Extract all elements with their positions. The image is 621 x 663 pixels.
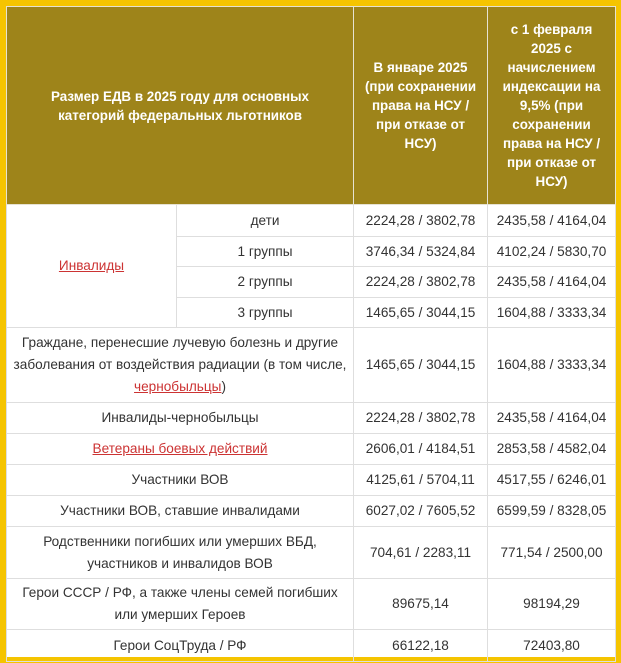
jan-value: 2606,01 / 4184,51 bbox=[354, 434, 488, 465]
table-row bbox=[7, 527, 616, 579]
feb-value: 98194,29 bbox=[488, 579, 616, 630]
table-row bbox=[7, 328, 616, 403]
feb-value: 6599,59 / 8328,05 bbox=[488, 496, 616, 527]
invalids-cell bbox=[7, 205, 177, 328]
chernobyl-link[interactable]: чернобыльцы bbox=[134, 379, 222, 394]
feb-value: 1604,88 / 3333,34 bbox=[488, 298, 616, 328]
jan-value: 4125,61 / 5704,11 bbox=[354, 465, 488, 496]
jan-value: 2224,28 / 3802,78 bbox=[354, 403, 488, 434]
subcategory-cell: 1 группы bbox=[177, 237, 354, 267]
category-cell: Участники ВОВ bbox=[7, 465, 354, 496]
table-row bbox=[7, 434, 616, 465]
subcategory-cell: 3 группы bbox=[177, 298, 354, 328]
jan-value: 2224,28 / 3802,78 bbox=[354, 267, 488, 298]
combat-veterans-link[interactable]: Ветераны боевых действий bbox=[92, 441, 268, 456]
table-row bbox=[7, 496, 616, 527]
table-row bbox=[7, 579, 616, 630]
subcategory-cell: дети bbox=[177, 205, 354, 237]
feb-value: 1604,88 / 3333,34 bbox=[488, 328, 616, 403]
feb-value: 771,54 / 2500,00 bbox=[488, 527, 616, 579]
header-row bbox=[7, 7, 616, 205]
radiation-text: Граждане, перенесшие лучевую болезнь и другие заболевания от воздействия радиации (в том числе, bbox=[13, 335, 347, 372]
feb-value: 2435,58 / 4164,04 bbox=[488, 267, 616, 298]
category-cell: Родственники погибших или умерших ВБД, участников и инвалидов ВОВ bbox=[7, 527, 354, 579]
category-cell: Герои СоцТруда / РФ bbox=[7, 630, 354, 662]
header-january: В январе 2025 (при сохранении права на НСУ / при отказе от НСУ) bbox=[354, 7, 488, 205]
jan-value: 2224,28 / 3802,78 bbox=[354, 205, 488, 237]
feb-value: 2435,58 / 4164,04 bbox=[488, 205, 616, 237]
category-cell: Герои СССР / РФ, а также члены семей погибших или умерших Героев bbox=[7, 579, 354, 630]
subcategory-cell: 2 группы bbox=[177, 267, 354, 298]
category-cell bbox=[7, 434, 354, 465]
table-row bbox=[7, 630, 616, 662]
category-cell bbox=[7, 328, 354, 403]
edv-table bbox=[6, 6, 616, 662]
jan-value: 6027,02 / 7605,52 bbox=[354, 496, 488, 527]
jan-value: 1465,65 / 3044,15 bbox=[354, 328, 488, 403]
feb-value: 4102,24 / 5830,70 bbox=[488, 237, 616, 267]
jan-value: 66122,18 bbox=[354, 630, 488, 662]
table-row bbox=[7, 403, 616, 434]
table-row bbox=[7, 465, 616, 496]
feb-value: 2853,58 / 4582,04 bbox=[488, 434, 616, 465]
header-february: с 1 февраля 2025 с начислением индексации на 9,5% (при сохранении права на НСУ / при отказе от НСУ) bbox=[488, 7, 616, 205]
radiation-text-end: ) bbox=[221, 379, 226, 394]
feb-value: 72403,80 bbox=[488, 630, 616, 662]
feb-value: 4517,55 / 6246,01 bbox=[488, 465, 616, 496]
jan-value: 704,61 / 2283,11 bbox=[354, 527, 488, 579]
table-row bbox=[7, 205, 616, 237]
category-cell: Участники ВОВ, ставшие инвалидами bbox=[7, 496, 354, 527]
invalids-link[interactable]: Инвалиды bbox=[58, 258, 125, 273]
header-category: Размер ЕДВ в 2025 году для основных категорий федеральных льготников bbox=[7, 7, 354, 205]
jan-value: 1465,65 / 3044,15 bbox=[354, 298, 488, 328]
jan-value: 3746,34 / 5324,84 bbox=[354, 237, 488, 267]
jan-value: 89675,14 bbox=[354, 579, 488, 630]
category-cell: Инвалиды-чернобыльцы bbox=[7, 403, 354, 434]
feb-value: 2435,58 / 4164,04 bbox=[488, 403, 616, 434]
